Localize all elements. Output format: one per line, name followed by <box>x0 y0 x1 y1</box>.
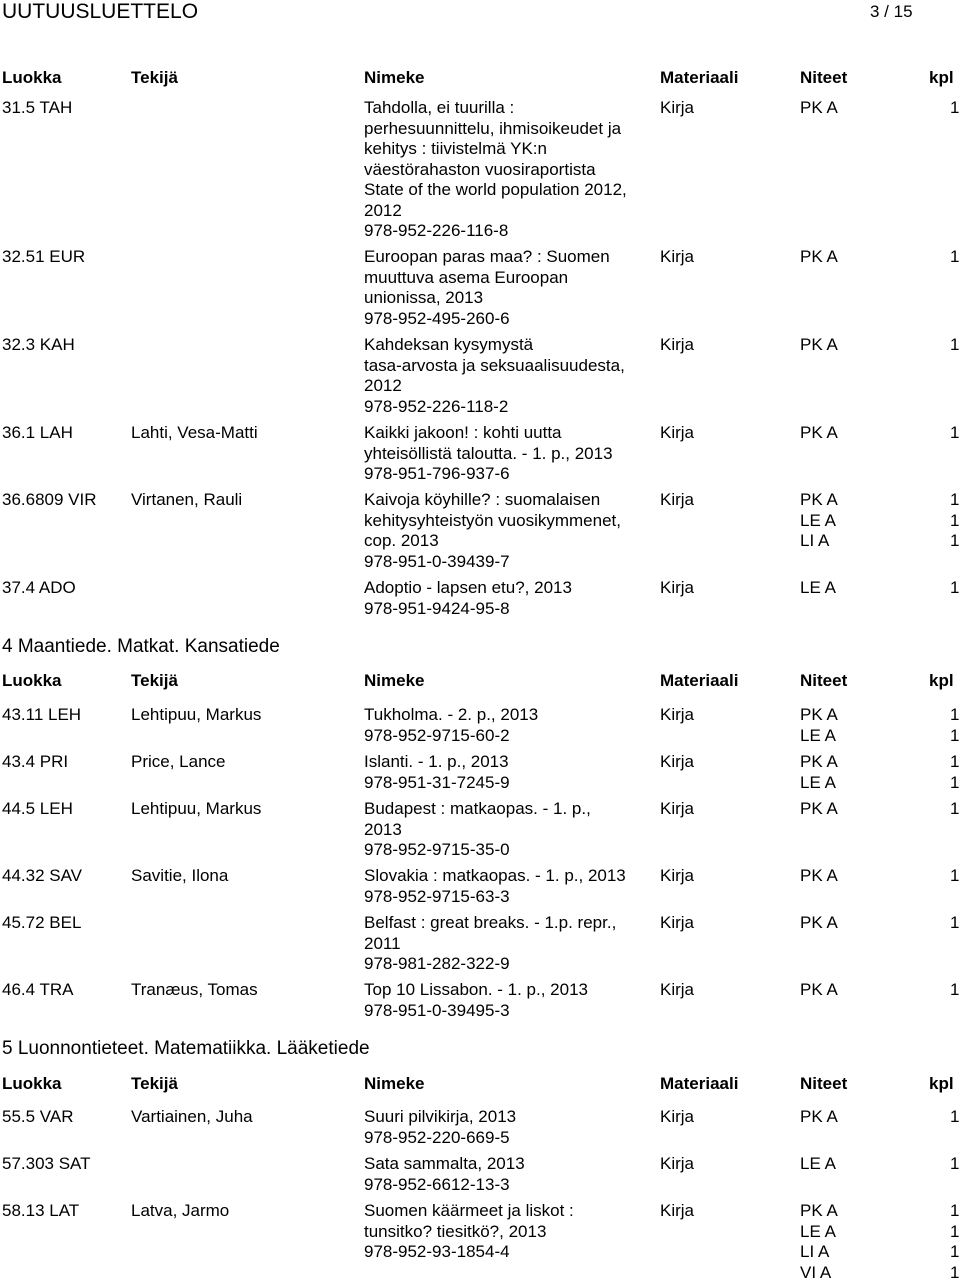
row-nimeke-line: Tahdolla, ei tuurilla : <box>364 98 515 117</box>
row-nimeke-line: 978-951-796-937-6 <box>364 464 510 483</box>
row-luokka: 43.11 LEH <box>2 705 82 724</box>
column-header-kpl: kpl <box>929 68 954 87</box>
column-header-tekija: Tekijä <box>131 68 178 87</box>
row-tekija: Tranæus, Tomas <box>131 980 258 999</box>
row-nimeke-line: 2013 <box>364 819 402 839</box>
row-luokka: 37.4 ADO <box>2 578 76 597</box>
row-kpl: 1 <box>950 913 960 932</box>
section-title: 5 Luonnontieteet. Matematiikka. Lääketiede <box>2 1038 370 1059</box>
column-header-tekija: Tekijä <box>131 671 178 690</box>
row-kpl: 1 <box>950 531 960 550</box>
row-luokka: 31.5 TAH <box>2 98 73 117</box>
column-header-kpl: kpl <box>929 671 954 690</box>
row-niteet-location: VI A <box>800 1262 832 1282</box>
row-kpl: 1 <box>950 772 960 792</box>
column-header-niteet: Niteet <box>800 671 848 690</box>
row-nimeke-line: 978-951-0-39439-7 <box>364 551 510 571</box>
row-tekija: Lahti, Vesa-Matti <box>131 423 258 442</box>
row-tekija: Virtanen, Rauli <box>131 490 243 509</box>
row-nimeke-line: tunsitko? tiesitkö?, 2013 <box>364 1221 547 1241</box>
column-header-niteet: Niteet <box>800 68 848 87</box>
row-niteet-location: PK A <box>800 335 838 354</box>
row-nimeke-line: 978-952-220-669-5 <box>364 1127 510 1147</box>
row-nimeke-line: Tukholma. - 2. p., 2013 <box>364 705 539 724</box>
row-nimeke-line: 978-952-93-1854-4 <box>364 1242 510 1261</box>
row-nimeke-line: 978-952-9715-35-0 <box>364 840 510 859</box>
row-kpl: 1 <box>950 1154 960 1173</box>
row-materiaali: Kirja <box>660 490 695 509</box>
row-nimeke-line: 978-952-6612-13-3 <box>364 1174 510 1194</box>
column-header-luokka: Luokka <box>2 1074 62 1093</box>
row-luokka: 44.5 LEH <box>2 799 73 818</box>
row-nimeke-line: Top 10 Lissabon. - 1. p., 2013 <box>364 980 588 999</box>
row-niteet-location: LE A <box>800 510 836 530</box>
row-luokka: 32.3 KAH <box>2 335 75 354</box>
row-materiaali: Kirja <box>660 247 695 266</box>
row-nimeke-line: 978-981-282-322-9 <box>364 954 510 973</box>
row-kpl: 1 <box>950 247 960 266</box>
row-niteet-location: PK A <box>800 1107 838 1126</box>
row-nimeke-line: tasa-arvosta ja seksuaalisuudesta, <box>364 355 625 375</box>
column-header-nimeke: Nimeke <box>364 671 425 690</box>
row-luokka: 44.32 SAV <box>2 866 83 885</box>
row-niteet-location: PK A <box>800 490 838 509</box>
row-niteet-location: LI A <box>800 531 830 550</box>
row-nimeke-line: Slovakia : matkaopas. - 1. p., 2013 <box>364 866 626 885</box>
row-kpl: 1 <box>950 1201 960 1220</box>
row-materiaali: Kirja <box>660 1154 695 1173</box>
column-header-tekija: Tekijä <box>131 1074 178 1093</box>
row-nimeke-line: 978-951-31-7245-9 <box>364 772 510 792</box>
row-kpl: 1 <box>950 98 960 117</box>
row-nimeke-line: yhteisöllistä taloutta. - 1. p., 2013 <box>364 443 613 463</box>
row-materiaali: Kirja <box>660 866 695 885</box>
row-materiaali: Kirja <box>660 980 695 999</box>
row-tekija: Vartiainen, Juha <box>131 1107 253 1126</box>
section-title: 4 Maantiede. Matkat. Kansatiede <box>2 636 280 657</box>
row-nimeke-line: 978-952-9715-60-2 <box>364 725 510 745</box>
row-niteet-location: PK A <box>800 913 838 932</box>
row-nimeke-line: Belfast : great breaks. - 1.p. repr., <box>364 913 617 932</box>
row-nimeke-line: muuttuva asema Euroopan <box>364 267 569 287</box>
row-kpl: 1 <box>950 705 960 724</box>
row-materiaali: Kirja <box>660 98 695 117</box>
row-kpl: 1 <box>950 752 960 771</box>
row-tekija: Latva, Jarmo <box>131 1201 230 1220</box>
row-nimeke-line: kehitysyhteistyön vuosikymmenet, <box>364 510 621 530</box>
row-niteet-location: PK A <box>800 247 838 266</box>
row-nimeke-line: Suuri pilvikirja, 2013 <box>364 1107 517 1126</box>
row-luokka: 36.6809 VIR <box>2 490 97 509</box>
row-materiaali: Kirja <box>660 705 695 724</box>
row-nimeke-line: 978-951-9424-95-8 <box>364 598 510 618</box>
row-niteet-location: PK A <box>800 799 838 818</box>
row-nimeke-line: 978-952-226-116-8 <box>364 221 509 240</box>
row-kpl: 1 <box>950 510 960 530</box>
row-materiaali: Kirja <box>660 1201 695 1220</box>
column-header-materiaali: Materiaali <box>660 671 739 690</box>
row-luokka: 43.4 PRI <box>2 752 69 771</box>
row-luokka: 45.72 BEL <box>2 913 82 932</box>
row-nimeke-line: Suomen käärmeet ja liskot : <box>364 1201 574 1220</box>
row-kpl: 1 <box>950 335 960 354</box>
row-niteet-location: PK A <box>800 752 838 771</box>
row-kpl: 1 <box>950 980 960 999</box>
column-header-luokka: Luokka <box>2 671 62 690</box>
row-nimeke-line: cop. 2013 <box>364 531 439 550</box>
row-nimeke-line: väestörahaston vuosiraportista <box>364 159 596 179</box>
row-niteet-location: LE A <box>800 725 836 745</box>
row-luokka: 57.303 SAT <box>2 1154 91 1173</box>
column-header-materiaali: Materiaali <box>660 68 739 87</box>
row-luokka: 46.4 TRA <box>2 980 74 999</box>
row-nimeke-line: Kaivoja köyhille? : suomalaisen <box>364 490 601 509</box>
row-niteet-location: PK A <box>800 980 838 999</box>
column-header-materiaali: Materiaali <box>660 1074 739 1093</box>
row-nimeke-line: Kahdeksan kysymystä <box>364 335 534 354</box>
row-niteet-location: PK A <box>800 866 838 885</box>
row-nimeke-line: Islanti. - 1. p., 2013 <box>364 752 509 771</box>
column-header-nimeke: Nimeke <box>364 68 425 87</box>
row-nimeke-line: unionissa, 2013 <box>364 288 484 307</box>
row-materiaali: Kirja <box>660 423 695 442</box>
column-header-nimeke: Nimeke <box>364 1074 425 1093</box>
row-luokka: 32.51 EUR <box>2 247 86 266</box>
row-tekija: Price, Lance <box>131 752 226 771</box>
row-kpl: 1 <box>950 578 960 597</box>
row-luokka: 58.13 LAT <box>2 1201 80 1220</box>
row-nimeke-line: Budapest : matkaopas. - 1. p., <box>364 799 591 818</box>
row-luokka: 36.1 LAH <box>2 423 73 442</box>
row-nimeke-line: 2012 <box>364 376 402 395</box>
page-number: 3 / 15 <box>870 2 913 21</box>
row-nimeke-line: 2011 <box>364 933 401 953</box>
row-kpl: 1 <box>950 866 960 885</box>
row-nimeke-line: 978-952-9715-63-3 <box>364 886 510 906</box>
row-kpl: 1 <box>950 1221 960 1241</box>
row-nimeke-line: kehitys : tiivistelmä YK:n <box>364 139 547 158</box>
row-nimeke-line: 978-951-0-39495-3 <box>364 1000 510 1020</box>
row-niteet-location: LE A <box>800 1154 836 1173</box>
row-tekija: Savitie, Ilona <box>131 866 229 885</box>
row-nimeke-line: 2012 <box>364 200 402 220</box>
row-niteet-location: PK A <box>800 1201 838 1220</box>
row-materiaali: Kirja <box>660 799 695 818</box>
row-nimeke-line: 978-952-226-118-2 <box>364 396 509 416</box>
document-title: UUTUUSLUETTELO <box>2 0 199 23</box>
row-kpl: 1 <box>950 1242 960 1261</box>
row-niteet-location: PK A <box>800 98 838 117</box>
row-luokka: 55.5 VAR <box>2 1107 74 1126</box>
row-kpl: 1 <box>950 490 960 509</box>
row-niteet-location: LE A <box>800 578 836 597</box>
row-kpl: 1 <box>950 1262 960 1282</box>
row-nimeke-line: perhesuunnittelu, ihmisoikeudet ja <box>364 118 622 138</box>
row-niteet-location: LE A <box>800 1221 836 1241</box>
row-tekija: Lehtipuu, Markus <box>131 705 262 724</box>
row-materiaali: Kirja <box>660 1107 695 1126</box>
row-materiaali: Kirja <box>660 335 695 354</box>
row-kpl: 1 <box>950 725 960 745</box>
row-nimeke-line: 978-952-495-260-6 <box>364 308 510 328</box>
row-kpl: 1 <box>950 799 960 818</box>
row-materiaali: Kirja <box>660 578 695 597</box>
row-kpl: 1 <box>950 1107 960 1126</box>
row-niteet-location: PK A <box>800 705 838 724</box>
row-kpl: 1 <box>950 423 960 442</box>
row-nimeke-line: Adoptio - lapsen etu?, 2013 <box>364 578 572 597</box>
row-materiaali: Kirja <box>660 752 695 771</box>
column-header-luokka: Luokka <box>2 68 62 87</box>
row-nimeke-line: Euroopan paras maa? : Suomen <box>364 247 610 266</box>
row-nimeke-line: Sata sammalta, 2013 <box>364 1154 525 1173</box>
column-header-niteet: Niteet <box>800 1074 848 1093</box>
row-niteet-location: LE A <box>800 772 836 792</box>
row-materiaali: Kirja <box>660 913 695 932</box>
row-niteet-location: PK A <box>800 423 838 442</box>
column-header-kpl: kpl <box>929 1074 954 1093</box>
row-nimeke-line: State of the world population 2012, <box>364 180 627 199</box>
row-nimeke-line: Kaikki jakoon! : kohti uutta <box>364 423 562 442</box>
row-tekija: Lehtipuu, Markus <box>131 799 262 818</box>
row-niteet-location: LI A <box>800 1242 830 1261</box>
